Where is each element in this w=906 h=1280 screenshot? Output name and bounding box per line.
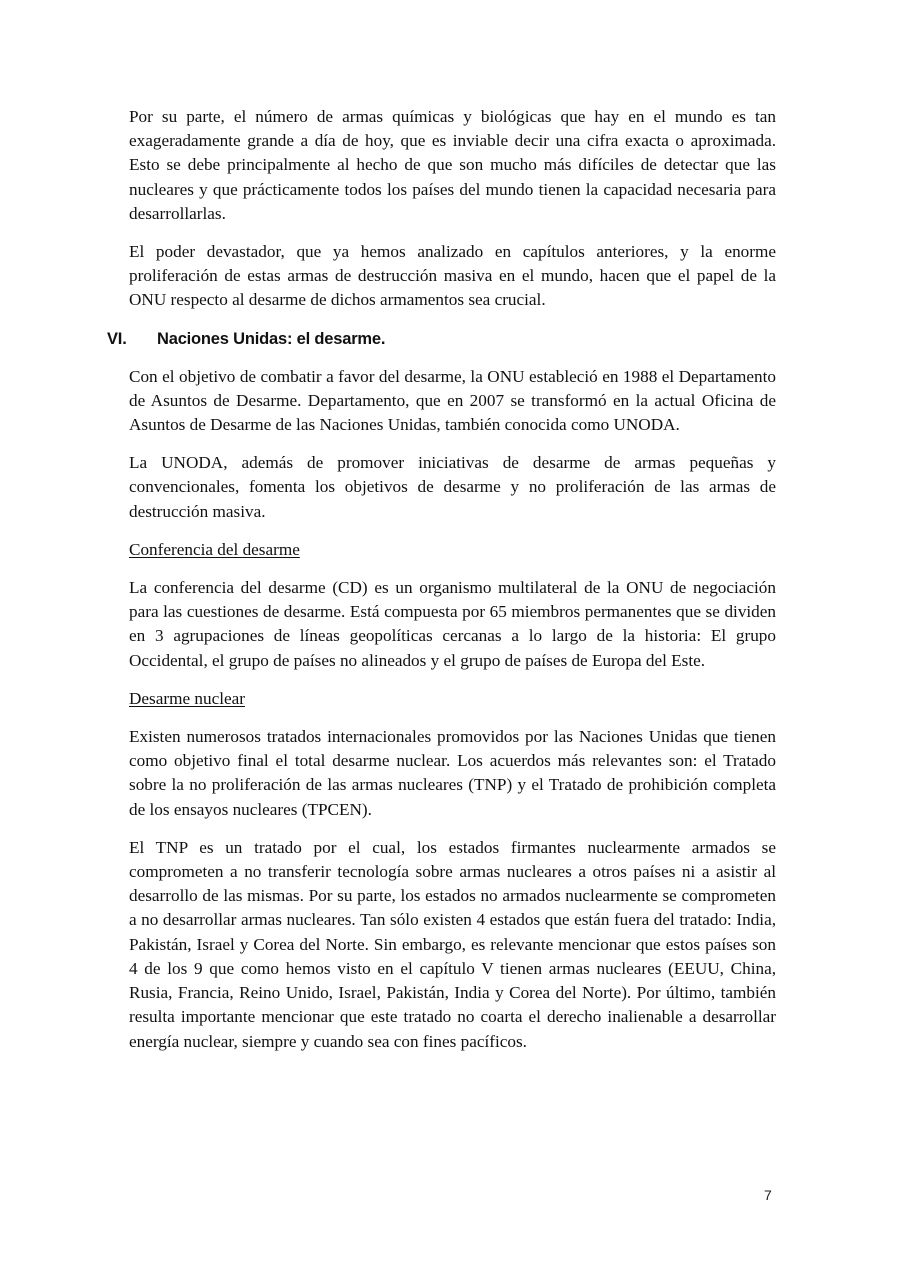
section-title: Naciones Unidas: el desarme. <box>157 329 386 348</box>
paragraph-unoda-origin: Con el objetivo de combatir a favor del desarme, la ONU estableció en 1988 el Departamento de Asuntos de Desarme. Departamento, que en 2007 se transformó en la actual Oficina de Asuntos de Desarme de las Naciones Unidas, también conocida como UNODA. <box>129 366 776 435</box>
section-heading <box>107 327 776 351</box>
page-body <box>107 105 776 1068</box>
subheading-conferencia-desarme: Conferencia del desarme <box>129 539 300 559</box>
paragraph-unoda-goals: La UNODA, además de promover iniciativas de desarme de armas pequeñas y convencionales, fomenta los objetivos de desarme y no proliferación de las armas de destrucción masiva. <box>129 453 776 521</box>
page-number: 7 <box>764 1187 772 1203</box>
paragraph-chemical-biological-weapons: Por su parte, el número de armas químicas y biológicas que hay en el mundo es tan exageradamente grande a día de hoy, que es inviable decir una cifra exacta o aproximada. Esto se debe principalmente al hecho de que son mucho más difíciles de detectar que las nucleares y que prácticamente todos los países del mundo tienen la capacidad necesaria para desarrollarlas. <box>129 107 776 223</box>
paragraph-tratados-nucleares: Existen numerosos tratados internacionales promovidos por las Naciones Unidas que tienen como objetivo final el total desarme nuclear. Los acuerdos más relevantes son: el Tratado sobre la no proliferación de las armas nucleares (TNP) y el Tratado de prohibición completa de los ensayos nucleares (TPCEN). <box>129 727 776 819</box>
paragraph-conferencia-desarme: La conferencia del desarme (CD) es un organismo multilateral de la ONU de negociación para las cuestiones de desarme. Está compuesta por 65 miembros permanentes que se dividen en 3 agrupaciones de líneas geopolíticas cercanas a lo largo de la historia: El grupo Occidental, el grupo de países no alineados y el grupo de países de Europa del Este. <box>129 578 776 670</box>
subheading-desarme-nuclear: Desarme nuclear <box>129 688 245 708</box>
paragraph-tnp: El TNP es un tratado por el cual, los estados firmantes nuclearmente armados se comprometen a no transferir tecnología sobre armas nucleares a otros países ni a asistir al desarrollo de las mismas. Por su parte, los estados no armados nuclearmente se comprometen a no desarrollar armas nucleares. Tan sólo existen 4 estados que están fuera del tratado: India, Pakistán, Israel y Corea del Norte. Sin embargo, es relevante mencionar que estos países son 4 de los 9 que como hemos visto en el capítulo V tienen armas nucleares (EEUU, China, Rusia, Francia, Reino Unido, Israel, Pakistán, India y Corea del Norte). Por último, también resulta importante mencionar que este tratado no coarta el derecho inalienable a desarrollar energía nuclear, siempre y cuando sea con fines pacíficos. <box>129 837 776 1051</box>
paragraph-onu-role: El poder devastador, que ya hemos analizado en capítulos anteriores, y la enorme proliferación de estas armas de destrucción masiva en el mundo, hacen que el papel de la ONU respecto al desarme de dichos armamentos sea crucial. <box>129 242 776 310</box>
section-number: VI. <box>107 329 127 348</box>
